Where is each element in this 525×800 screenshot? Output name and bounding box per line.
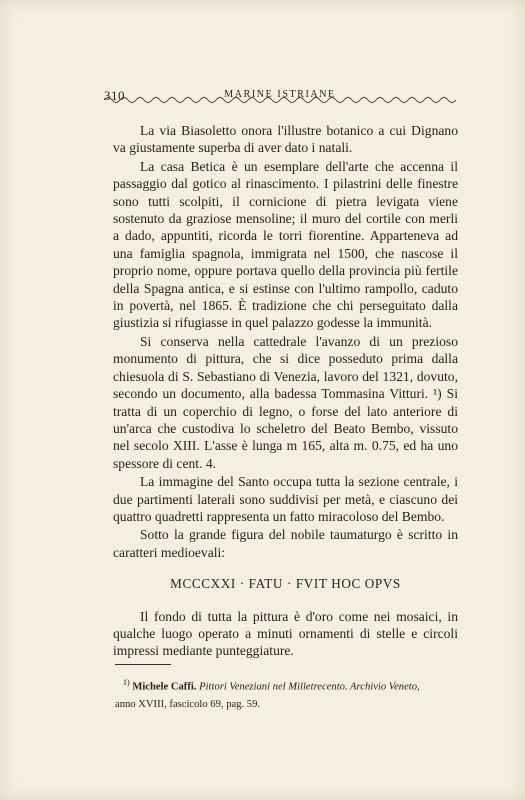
paragraph-immagine-santo: La immagine del Santo occupa tutta la sezione centrale, i due partimenti laterali sono suddivisi per metà, e ciascuno dei quattro quadretti rappresenta un fatto miracoloso del Bembo.: [113, 474, 458, 524]
paragraph-casa-betica: La casa Betica è un esemplare dell'arte che accenna il passaggio dal gotico al rinascimento. I pilastrini delle finestre sono tutti scolpiti, il cornicione di pietra levigata viene sostenuto da graziose mensoline; il muro del cortile con merli a dado, appuntiti, ricorda le torri fiorentine. Apparteneva ad una famiglia spagnola, immigrata nel 1500, che nascose il proprio nome, oppure portava quello della provincia più fertile della Spagna antica, e si estinse con l'ultimo rampollo, caduto in povertà, nel 1865. È tradizione che chi perseguitato dalla giustizia si rifugiasse in quel palazzo godesse la immunità.: [113, 158, 458, 331]
paragraph-fondo-pittura: Il fondo di tutta la pittura è d'oro come nei mosaici, in qualche luogo operato a minuti ornamenti di stelle e circoli impressi mediante punteggiature.: [113, 608, 458, 659]
body-text: [113, 122, 458, 660]
footnote: [115, 674, 460, 713]
paragraph-cattedrale: Si conserva nella cattedrale l'avanzo di un prezioso monumento di pittura, che si dice posseduto prima dalla chiesuola di S. Sebastiano di Venezia, lavoro del 1321, dovuto, secondo un documento, alla badessa Tommasina Vitturi. ¹) Si tratta di un coperchio di legno, o forse del lato anteriore di un'arca che custodiva lo scheletro del Beato Bembo, vissuto nel secolo XIII. L'asse è lunga m 165, alta m. 0.75, ed ha uno spessore di cent. 4.: [113, 333, 458, 471]
running-title: MARINE ISTRIANE: [224, 89, 336, 100]
footnote-separator: [115, 664, 171, 665]
paragraph-sotto-figura: Sotto la grande figura del nobile taumaturgo è scritto in caratteri medioevali:: [113, 527, 458, 560]
footnote-title: Pittori Veneziani nel Milletrecento. Archivio Veneto,: [199, 681, 420, 693]
footnote-citation: anno XVIII, fascicolo 69, pag. 59.: [115, 698, 261, 710]
inscription: MCCCXXI · FATU · FVIT HOC OPVS: [170, 576, 401, 592]
footnote-author: Michele Caffi.: [132, 681, 197, 693]
wavy-ornament-rule: [104, 95, 456, 105]
paragraph-biasoletto: La via Biasoletto onora l'illustre botanico a cui Dignano va giustamente superba di aver dato i natali.: [113, 123, 458, 156]
footnote-marker: 1): [123, 678, 130, 687]
page-number: 310: [104, 88, 125, 103]
